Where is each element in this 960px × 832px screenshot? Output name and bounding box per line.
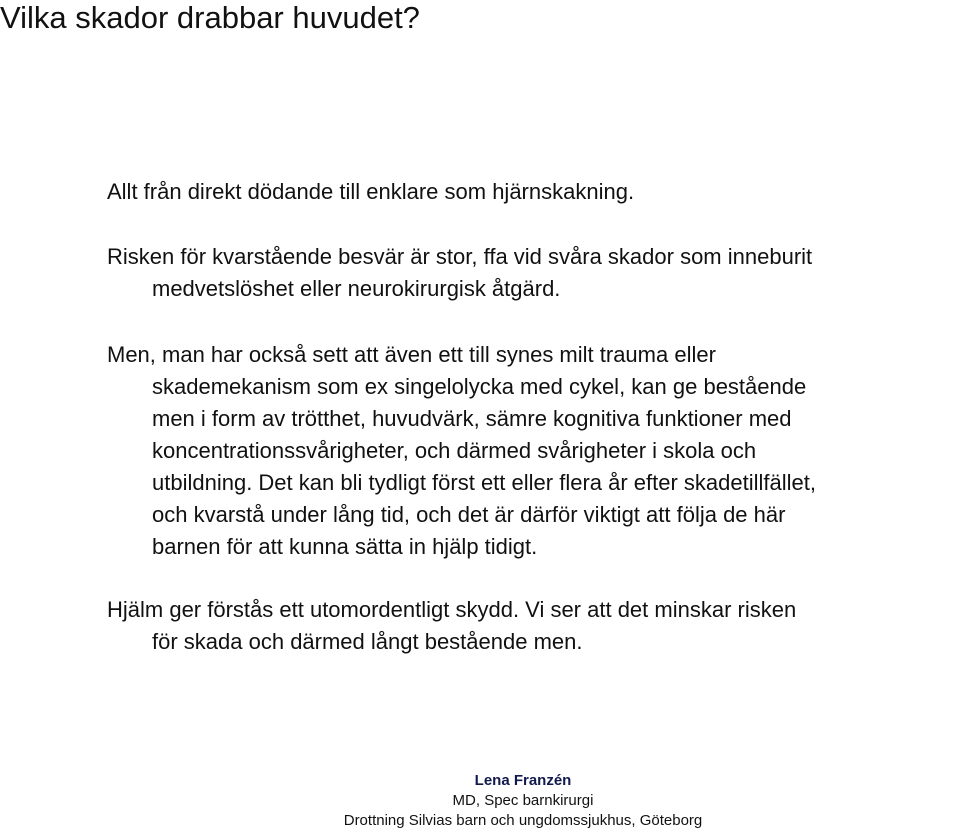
paragraph-4 <box>107 594 937 658</box>
paragraph-2 <box>107 241 937 305</box>
slide-title: Vilka skador drabbar huvudet? <box>0 0 420 35</box>
paragraph-line: utbildning. Det kan bli tydligt först ett eller flera år efter skadetillfället, <box>152 470 816 495</box>
paragraph-line: Men, man har också sett att även ett till synes milt trauma eller <box>107 342 716 367</box>
paragraph-line: medvetslöshet eller neurokirurgisk åtgärd. <box>152 276 561 301</box>
paragraph-line: koncentrationssvårigheter, och därmed svårigheter i skola och <box>152 438 757 463</box>
paragraph-3 <box>107 339 937 563</box>
paragraph-line: barnen för att kunna sätta in hjälp tidigt. <box>152 534 538 559</box>
paragraph-line: för skada och därmed långt bestående men. <box>152 629 583 654</box>
author-organization: Drottning Silvias barn och ungdomssjukhus, Göteborg <box>343 812 703 829</box>
paragraph-line: Allt från direkt dödande till enklare som hjärnskakning. <box>107 179 635 204</box>
author-role: MD, Spec barnkirurgi <box>452 792 594 809</box>
paragraph-1 <box>107 176 937 208</box>
author-name: Lena Franzén <box>474 772 572 789</box>
paragraph-line: Risken för kvarstående besvär är stor, ffa vid svåra skador som inneburit <box>107 244 813 269</box>
paragraph-line: skademekanism som ex singelolycka med cykel, kan ge bestående <box>152 374 807 399</box>
paragraph-line: och kvarstå under lång tid, och det är därför viktigt att följa de här <box>152 502 786 527</box>
paragraph-line: men i form av trötthet, huvudvärk, sämre kognitiva funktioner med <box>152 406 792 431</box>
paragraph-line: Hjälm ger förstås ett utomordentligt skydd. Vi ser att det minskar risken <box>107 597 797 622</box>
